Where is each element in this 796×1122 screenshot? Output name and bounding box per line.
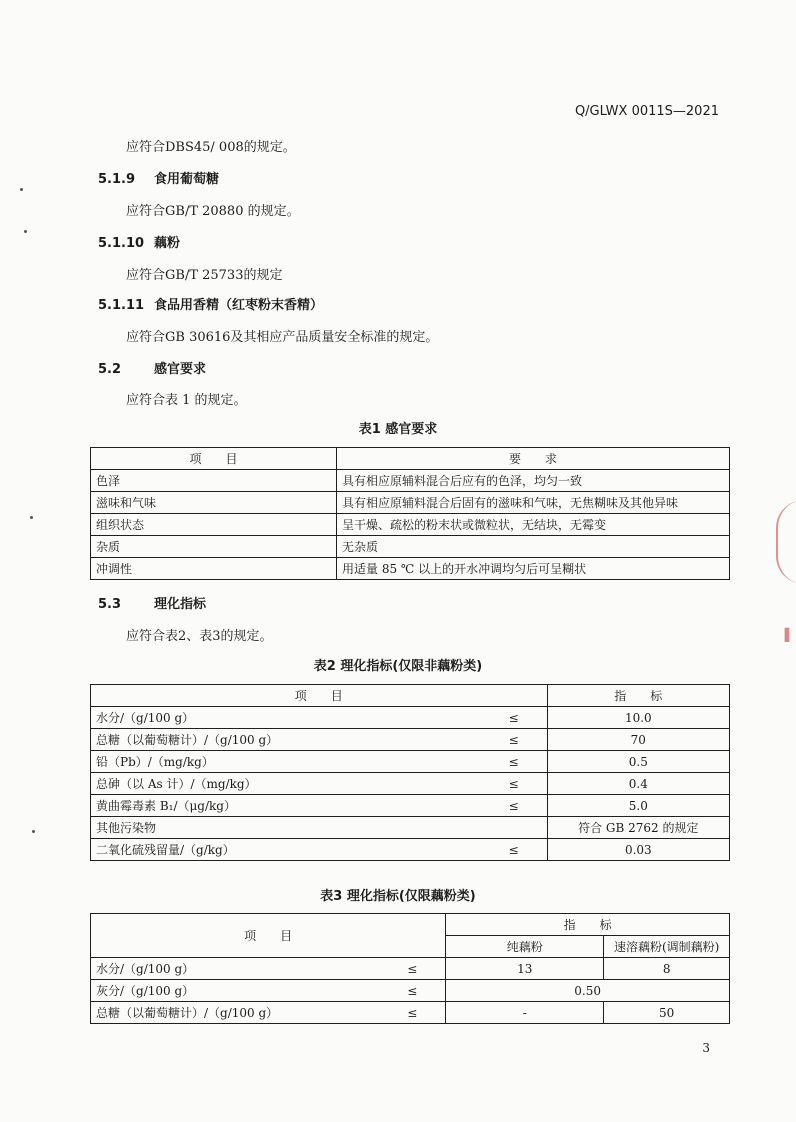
cell-item: 铅（Pb）/（mg/kg） xyxy=(91,751,463,773)
cell-item: 杂质 xyxy=(91,536,337,558)
cell-item: 色泽 xyxy=(91,470,337,492)
cell-item: 组织状态 xyxy=(91,514,337,536)
cell-operator xyxy=(463,817,547,839)
column-header-item: 项 目 xyxy=(91,685,548,707)
cell-item: 总砷（以 As 计）/（mg/kg） xyxy=(91,773,463,795)
table-row xyxy=(91,707,730,729)
cell-operator: ≤ xyxy=(463,795,547,817)
cell-operator: ≤ xyxy=(463,707,547,729)
paragraph: 应符合表2、表3的规定。 xyxy=(126,629,273,644)
cell-instant-value: 50 xyxy=(604,1002,730,1024)
table3-caption: 表3 理化指标(仅限藕粉类) xyxy=(320,889,476,904)
scan-speck xyxy=(30,516,33,519)
cell-item: 总糖（以葡萄糖计）/（g/100 g） xyxy=(91,729,463,751)
cell-item: 灰分/（g/100 g） xyxy=(91,980,381,1002)
red-seal-fragment: ▌ xyxy=(784,628,794,642)
table-row xyxy=(91,980,730,1002)
column-header-item: 项 目 xyxy=(91,448,337,470)
cell-requirement: 用适量 85 ℃ 以上的开水冲调均匀后可呈糊状 xyxy=(337,558,730,580)
page-number: 3 xyxy=(702,1041,710,1055)
column-header-requirement: 要 求 xyxy=(337,448,730,470)
table-row xyxy=(91,751,730,773)
section-number: 5.3 xyxy=(98,597,122,612)
cell-value: 5.0 xyxy=(547,795,729,817)
table-header-row xyxy=(91,914,730,936)
section-title: 食用葡萄糖 xyxy=(154,172,220,187)
paragraph: 应符合DBS45/ 008的规定。 xyxy=(126,140,296,155)
physicochemical-table-non-lotus xyxy=(90,684,730,861)
cell-item: 黄曲霉毒素 B₁/（μg/kg） xyxy=(91,795,463,817)
table-row xyxy=(91,729,730,751)
document-code: Q/GLWX 0011S—2021 xyxy=(574,104,719,119)
cell-item: 水分/（g/100 g） xyxy=(91,958,381,980)
table-row xyxy=(91,492,730,514)
table-row xyxy=(91,514,730,536)
section-heading-5-1-10 xyxy=(98,232,180,251)
cell-requirement: 无杂质 xyxy=(337,536,730,558)
red-seal-mark xyxy=(776,500,796,584)
cell-value: 0.5 xyxy=(547,751,729,773)
scan-speck xyxy=(32,830,35,833)
cell-requirement: 具有相应原辅料混合后应有的色泽，均匀一致 xyxy=(337,470,730,492)
column-header-index: 指 标 xyxy=(547,685,729,707)
cell-item: 水分/（g/100 g） xyxy=(91,707,463,729)
cell-pure-value: - xyxy=(446,1002,604,1024)
cell-item: 二氧化硫残留量/（g/kg） xyxy=(91,839,463,861)
cell-item: 冲调性 xyxy=(91,558,337,580)
cell-value: 0.03 xyxy=(547,839,729,861)
cell-operator: ≤ xyxy=(463,729,547,751)
table-row xyxy=(91,558,730,580)
cell-merged-value: 0.50 xyxy=(446,980,730,1002)
section-title: 藕粉 xyxy=(154,236,181,251)
section-heading-5-1-11 xyxy=(98,294,323,313)
scan-speck xyxy=(24,230,27,233)
cell-value: 符合 GB 2762 的规定 xyxy=(547,817,729,839)
section-title: 感官要求 xyxy=(154,362,207,377)
column-header-item: 项 目 xyxy=(91,914,446,958)
section-title: 理化指标 xyxy=(154,597,207,612)
cell-operator: ≤ xyxy=(380,1002,446,1024)
table-row xyxy=(91,470,730,492)
column-header-instant-lotus: 速溶藕粉(调制藕粉) xyxy=(604,936,730,958)
paragraph: 应符合GB/T 25733的规定 xyxy=(126,268,283,283)
section-number: 5.1.11 xyxy=(98,298,145,313)
physicochemical-table-lotus xyxy=(90,913,730,1024)
paragraph: 应符合GB/T 20880 的规定。 xyxy=(126,204,300,219)
cell-operator: ≤ xyxy=(463,839,547,861)
table-header-row xyxy=(91,448,730,470)
cell-value: 70 xyxy=(547,729,729,751)
paragraph: 应符合GB 30616及其相应产品质量安全标准的规定。 xyxy=(126,330,439,345)
section-number: 5.2 xyxy=(98,362,122,377)
section-heading-5-3 xyxy=(98,593,206,612)
cell-operator: ≤ xyxy=(380,980,446,1002)
cell-instant-value: 8 xyxy=(604,958,730,980)
table-header-row xyxy=(91,685,730,707)
paragraph: 应符合表 1 的规定。 xyxy=(126,393,247,408)
column-header-index: 指 标 xyxy=(446,914,730,936)
table-row xyxy=(91,958,730,980)
section-heading-5-2 xyxy=(98,358,206,377)
table-row xyxy=(91,773,730,795)
cell-item: 其他污染物 xyxy=(91,817,463,839)
cell-operator: ≤ xyxy=(463,773,547,795)
cell-operator: ≤ xyxy=(463,751,547,773)
section-title: 食品用香精（红枣粉末香精） xyxy=(154,298,324,313)
section-number: 5.1.9 xyxy=(98,172,136,187)
table-row xyxy=(91,839,730,861)
cell-item: 总糖（以葡萄糖计）/（g/100 g） xyxy=(91,1002,381,1024)
cell-requirement: 呈干燥、疏松的粉末状或微粒状，无结块，无霉变 xyxy=(337,514,730,536)
cell-operator: ≤ xyxy=(380,958,446,980)
section-heading-5-1-9 xyxy=(98,168,219,187)
cell-pure-value: 13 xyxy=(446,958,604,980)
scan-speck xyxy=(20,188,23,191)
cell-value: 10.0 xyxy=(547,707,729,729)
sensory-table xyxy=(90,447,730,580)
table1-caption: 表1 感官要求 xyxy=(358,422,438,437)
cell-item: 滋味和气味 xyxy=(91,492,337,514)
table2-caption: 表2 理化指标(仅限非藕粉类) xyxy=(313,659,483,674)
table-row xyxy=(91,817,730,839)
table-row xyxy=(91,536,730,558)
table-row xyxy=(91,795,730,817)
column-header-pure-lotus: 纯藕粉 xyxy=(446,936,604,958)
cell-value: 0.4 xyxy=(547,773,729,795)
section-number: 5.1.10 xyxy=(98,236,145,251)
table-row xyxy=(91,1002,730,1024)
cell-requirement: 具有相应原辅料混合后固有的滋味和气味，无焦糊味及其他异味 xyxy=(337,492,730,514)
